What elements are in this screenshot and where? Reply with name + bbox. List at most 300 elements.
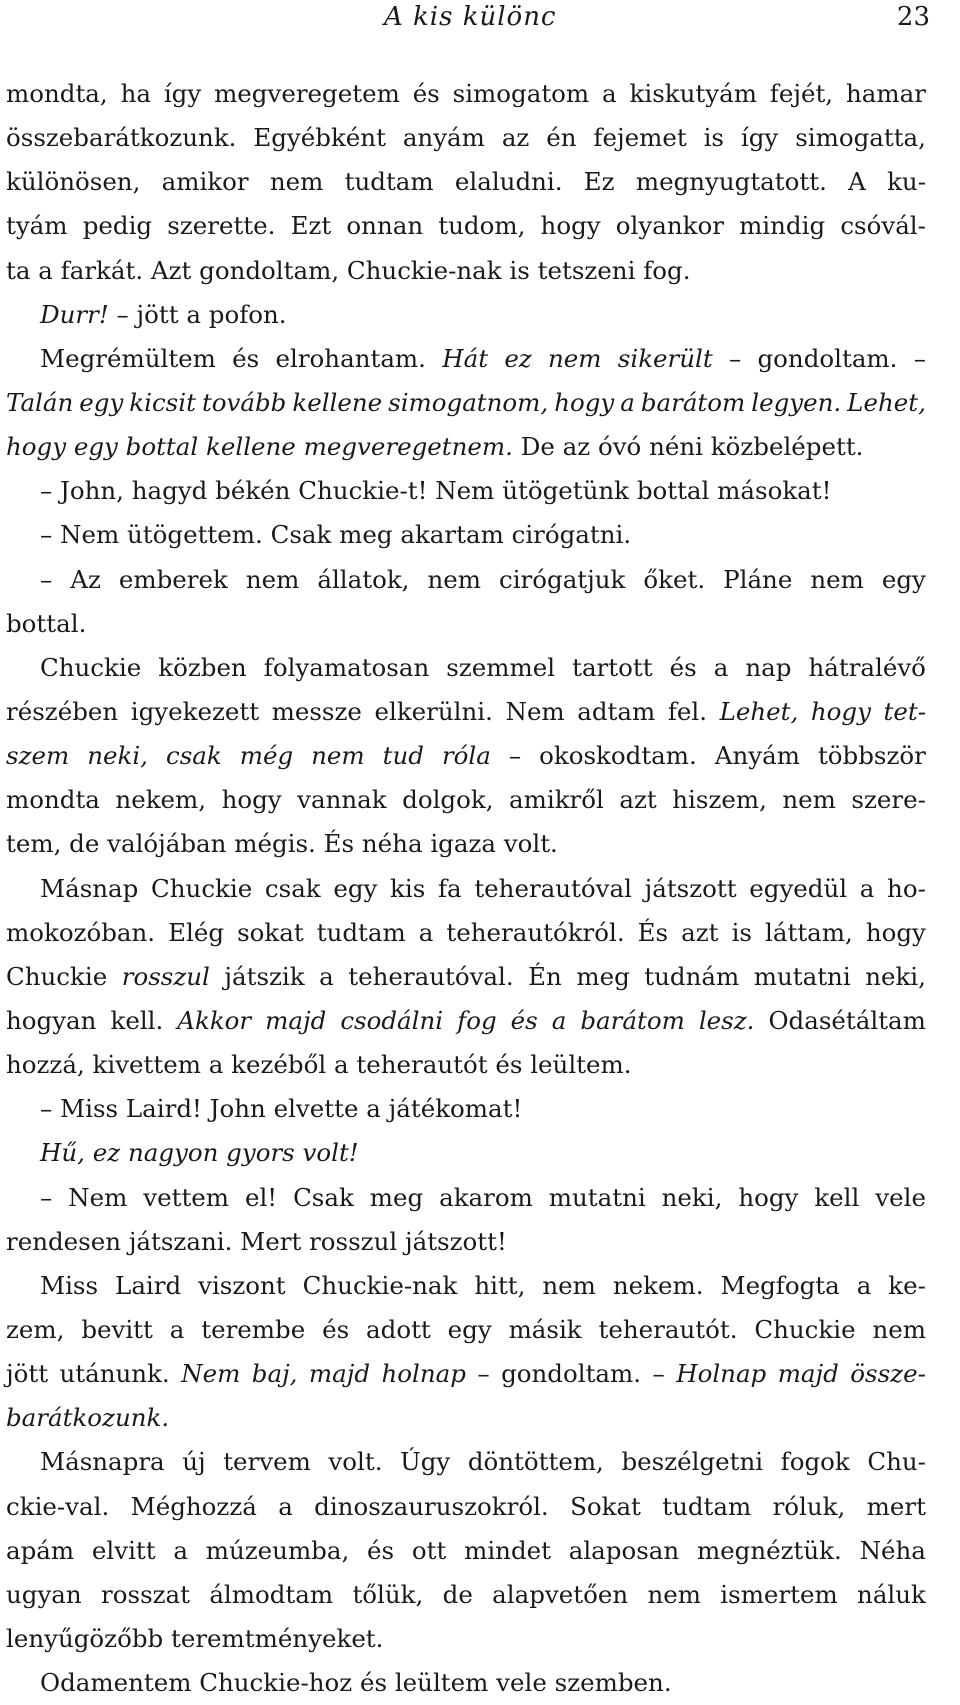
word: múzeumba,: [205, 1535, 350, 1565]
word: különösen,: [6, 167, 141, 197]
word: elrohantam.: [275, 343, 426, 373]
word: Nem: [68, 1182, 128, 1212]
word: –: [728, 343, 742, 373]
word: gondoltam,: [199, 255, 347, 285]
italic-word: barátkozunk.: [6, 1403, 177, 1433]
word: a: [173, 1535, 188, 1565]
italic-word: egy: [73, 432, 126, 462]
text-line: [6, 690, 926, 734]
italic-word: nem: [311, 741, 365, 771]
italic-word: hogy: [810, 696, 871, 726]
word: amikor: [161, 167, 249, 197]
word: nem: [647, 1579, 701, 1609]
word: új: [182, 1447, 206, 1477]
word: nem: [810, 564, 864, 594]
word: ütögetünk: [502, 476, 637, 506]
word: adtam: [577, 696, 656, 726]
page-number: 23: [896, 2, 930, 32]
word: rosszat: [101, 1579, 190, 1609]
word: nekem,: [115, 785, 207, 815]
italic-word: ez: [504, 343, 532, 373]
word: az: [501, 123, 530, 153]
word: jött: [136, 299, 187, 329]
italic-word: baj,: [251, 1359, 298, 1389]
word: hamar: [845, 79, 926, 108]
text-line: [6, 249, 926, 293]
word: ckie-val.: [6, 1491, 110, 1521]
word: utánunk.: [59, 1359, 170, 1389]
text-line: [6, 116, 926, 160]
word: ku-: [887, 167, 926, 197]
text-line: [6, 558, 926, 602]
word: –: [40, 564, 53, 594]
word: ke-: [888, 1270, 926, 1300]
word: terembe: [201, 1314, 306, 1344]
word: tyám: [6, 211, 68, 241]
word: Másnap: [40, 873, 139, 903]
italic-word: majd: [308, 1359, 371, 1389]
text-line: [6, 337, 926, 381]
word: fejét,: [769, 79, 834, 108]
word: kell: [814, 1182, 860, 1212]
word: Odamentem: [40, 1668, 200, 1698]
word: zem,: [6, 1314, 65, 1344]
word: –: [40, 1094, 61, 1124]
word: Chuckie-t!: [298, 476, 436, 506]
italic-word: lesz.: [698, 1005, 755, 1035]
word: rendesen: [6, 1226, 129, 1256]
word: döntöttem,: [467, 1447, 604, 1477]
text-line: [6, 1573, 926, 1617]
word: tervem: [223, 1447, 311, 1477]
word: Laird!: [125, 1094, 210, 1124]
word: játszani.: [128, 1226, 241, 1256]
word: farkát.: [60, 255, 151, 285]
italic-word: Lehet,: [847, 387, 926, 417]
word: a: [278, 1491, 293, 1521]
word: nem: [245, 564, 300, 594]
word: gondoltam.: [757, 343, 898, 373]
word: Néha: [859, 1535, 926, 1565]
text-line: [6, 1308, 926, 1352]
italic-word: megveregetnem.: [303, 432, 521, 462]
word: teherautót.: [598, 1314, 738, 1344]
italic-word: majd: [265, 1005, 327, 1035]
word: megveregetem: [214, 79, 400, 108]
word: játékomat!: [388, 1094, 531, 1124]
word: nekem.: [612, 1270, 704, 1300]
word: a: [366, 1094, 389, 1124]
word: Chuckie-nak: [346, 255, 510, 285]
word: Chuckie: [151, 873, 253, 903]
word: egy: [333, 873, 378, 903]
word: Miss: [40, 1270, 99, 1300]
word: valójában: [107, 829, 235, 859]
word: mutatni: [548, 1182, 646, 1212]
word: hogy: [540, 211, 601, 241]
word: onnan: [346, 211, 424, 241]
word: Laird: [115, 1270, 182, 1300]
word: hogy: [221, 785, 282, 815]
word: állatok,: [317, 564, 410, 594]
word: összebarátkozunk.: [6, 123, 237, 153]
word: De: [520, 432, 563, 462]
word: messze: [271, 696, 362, 726]
word: Méghozzá: [130, 1491, 257, 1521]
word: Csak: [270, 520, 340, 550]
word: játszott: [644, 873, 737, 903]
word: teherautóval: [474, 873, 632, 903]
text-line: [6, 1529, 926, 1573]
italic-word: és: [510, 1005, 538, 1035]
word: szemben.: [554, 1668, 680, 1698]
word: álmodtam: [209, 1579, 334, 1609]
word: azt: [619, 785, 657, 815]
word: is: [731, 917, 752, 947]
word: megnyugtatott.: [635, 167, 827, 197]
text-line: [6, 1131, 926, 1175]
word: egy: [447, 1314, 492, 1344]
text-line: [6, 1661, 926, 1705]
word: nem: [782, 785, 836, 815]
word: Odasétáltam: [768, 1005, 926, 1035]
word: én: [546, 123, 577, 153]
italic-word: holnap: [381, 1359, 466, 1389]
text-line: [6, 911, 926, 955]
word: leültem.: [530, 1050, 640, 1080]
word: nem: [542, 1270, 596, 1300]
word: nap: [745, 652, 792, 682]
word: és: [669, 652, 697, 682]
word: fa: [437, 873, 462, 903]
word: mindet: [464, 1535, 551, 1565]
word: teremtményeket.: [170, 1623, 392, 1653]
word: néni: [649, 432, 711, 462]
word: cirógatni.: [511, 520, 639, 550]
italic-word: a: [620, 387, 635, 417]
word: Chu-: [867, 1447, 926, 1477]
word: a: [856, 1270, 872, 1300]
word: alaposan: [568, 1535, 680, 1565]
word: mokozóban.: [6, 917, 156, 947]
italic-word: Akkor: [177, 1005, 252, 1035]
word: ütögettem.: [127, 520, 271, 550]
word: csak: [264, 873, 321, 903]
word: –: [40, 476, 61, 506]
word: el!: [244, 1182, 278, 1212]
word: a: [186, 299, 209, 329]
word: tem,: [6, 829, 70, 859]
word: teherautót: [356, 1050, 496, 1080]
word: mindig: [739, 211, 826, 241]
word: John,: [60, 476, 132, 506]
word: többször: [817, 741, 926, 771]
word: óvó: [597, 432, 650, 462]
word: vele: [875, 1182, 926, 1212]
word: Chuckie-nak: [302, 1270, 458, 1300]
word: Chuckie: [6, 961, 108, 991]
word: –: [40, 520, 61, 550]
word: pofon.: [208, 299, 295, 329]
word: egy: [881, 564, 926, 594]
word: tőlük,: [352, 1579, 424, 1609]
word: ismertem: [720, 1579, 838, 1609]
text-line: [6, 955, 926, 999]
word: mondta,: [6, 79, 108, 108]
word: Én: [528, 961, 562, 991]
word: lenyűgözőbb: [6, 1623, 171, 1653]
italic-word: róla: [441, 741, 491, 771]
italic-word: még: [239, 741, 294, 771]
italic-word: kellene: [292, 387, 383, 417]
word: is: [703, 123, 724, 153]
word: Ezt: [290, 211, 332, 241]
word: John: [209, 1094, 274, 1124]
italic-word: simogatnom,: [388, 387, 549, 417]
word: fog.: [643, 255, 699, 285]
word: Úgy: [400, 1447, 451, 1477]
word: részében: [6, 696, 119, 726]
italic-word: Hát: [442, 343, 489, 373]
word: az: [562, 432, 598, 462]
word: tudnám: [644, 961, 740, 991]
word: is: [509, 255, 538, 285]
word: kell.: [110, 1005, 164, 1035]
word: akartam: [400, 520, 512, 550]
word: alapvetően: [492, 1579, 629, 1609]
word: hitt,: [474, 1270, 526, 1300]
word: akarom: [439, 1182, 533, 1212]
word: hátralévő: [808, 652, 926, 682]
word: folyamatosan: [263, 652, 430, 682]
word: elvitt: [91, 1535, 156, 1565]
text-line: [6, 1176, 926, 1220]
word: a: [319, 961, 334, 991]
word: tudtam: [344, 167, 434, 197]
word: És: [637, 917, 669, 947]
word: néha: [361, 829, 431, 859]
word: békén: [215, 476, 299, 506]
italic-word: barátom: [640, 387, 746, 417]
word: teherautóval.: [348, 961, 514, 991]
word: kivettem: [92, 1050, 209, 1080]
italic-word: Durr!: [40, 299, 117, 329]
word: ho-: [887, 873, 926, 903]
word: azt: [681, 917, 719, 947]
text-line: [6, 204, 926, 248]
word: bottal.: [6, 608, 95, 638]
word: Csak: [293, 1182, 354, 1212]
text-line: [6, 999, 926, 1043]
italic-word: barátom: [580, 1005, 685, 1035]
word: hogyan: [6, 1005, 97, 1035]
word: Megfogta: [720, 1270, 840, 1300]
text-line: [6, 778, 926, 822]
word: hiszem,: [672, 785, 767, 815]
text-line: [6, 160, 926, 204]
word: de: [69, 829, 108, 859]
word: Chuckie: [40, 652, 142, 682]
word: Chuckie: [754, 1314, 856, 1344]
word: a: [602, 79, 617, 108]
italic-word: egy: [79, 387, 124, 417]
word: viszont: [198, 1270, 286, 1300]
word: elaludni.: [454, 167, 563, 197]
word: meg: [369, 1182, 424, 1212]
word: egyedül: [749, 873, 848, 903]
word: szerette.: [167, 211, 276, 241]
word: Másnapra: [40, 1447, 165, 1477]
word: megnéztük.: [696, 1535, 842, 1565]
word: tetszeni: [537, 255, 644, 285]
word: Pláne: [723, 564, 793, 594]
word: És: [323, 829, 362, 859]
word: –: [40, 1182, 53, 1212]
italic-word: legyen.: [751, 387, 842, 417]
word: játszott!: [405, 1226, 515, 1256]
word: olyankor: [615, 211, 724, 241]
word: vannak: [297, 785, 387, 815]
word: Nem: [435, 476, 503, 506]
word: teherautókról.: [446, 917, 625, 947]
word: simogatta,: [795, 123, 926, 153]
italic-word: Talán: [6, 387, 74, 417]
text-line: [6, 1087, 926, 1131]
word: csóvál-: [840, 211, 926, 241]
word: a: [859, 873, 875, 903]
word: és: [367, 1535, 395, 1565]
italic-word: Nem: [181, 1359, 241, 1389]
word: fogok: [780, 1447, 850, 1477]
word: tudtam: [662, 1491, 752, 1521]
word: közbelépett.: [710, 432, 872, 462]
word: ott: [411, 1535, 447, 1565]
word: neki,: [661, 1182, 723, 1212]
word: adott: [366, 1314, 431, 1344]
word: a: [169, 1314, 185, 1344]
word: szere-: [851, 785, 926, 815]
word: okoskodtam.: [539, 741, 697, 771]
italic-word: neki,: [87, 741, 148, 771]
word: és: [232, 343, 260, 373]
word: hogy: [865, 917, 926, 947]
page-header: [0, 0, 960, 50]
word: a: [333, 1050, 357, 1080]
word: és: [359, 1668, 395, 1698]
word: náluk: [857, 1579, 926, 1609]
word: meg: [576, 961, 630, 991]
italic-word: nagyon: [127, 1138, 227, 1168]
word: szemmel: [446, 652, 556, 682]
word: mégis.: [234, 829, 324, 859]
italic-word: ez: [92, 1138, 128, 1168]
word: emberek: [118, 564, 228, 594]
italic-word: össze-: [850, 1359, 926, 1389]
word: simogatom: [452, 79, 590, 108]
word: Elég: [168, 917, 225, 947]
word: mert: [866, 1491, 926, 1521]
word: amikről: [509, 785, 604, 815]
italic-word: tovább: [201, 387, 287, 417]
word: kezéből: [231, 1050, 334, 1080]
word: –: [116, 299, 137, 329]
italic-word: tud: [382, 741, 424, 771]
word: –: [477, 1359, 490, 1389]
word: de: [442, 1579, 473, 1609]
text-line: [6, 1485, 926, 1529]
word: róluk,: [772, 1491, 846, 1521]
word: Chuckie-hoz: [199, 1668, 360, 1698]
text-line: [6, 1440, 926, 1484]
italic-word: Hű,: [40, 1138, 93, 1168]
text-line: [6, 469, 926, 513]
word: mutatni: [753, 961, 851, 991]
word: másik: [508, 1314, 582, 1344]
word: leültem: [394, 1668, 497, 1698]
word: dolgok,: [402, 785, 494, 815]
text-line: [6, 72, 926, 116]
word: és: [495, 1050, 531, 1080]
word: –: [652, 1359, 665, 1389]
word: a: [208, 1050, 232, 1080]
text-line: [6, 867, 926, 911]
body-text: [6, 72, 926, 1705]
word: őket.: [643, 564, 706, 594]
word: hagyd: [131, 476, 216, 506]
text-line: [6, 1220, 926, 1264]
word: A: [848, 167, 866, 197]
italic-word: fog: [457, 1005, 497, 1035]
word: beszélgetni: [621, 1447, 764, 1477]
word: fel.: [667, 696, 708, 726]
word: igaza: [430, 829, 504, 859]
running-title: A kis különc: [384, 2, 557, 32]
word: a: [38, 255, 61, 285]
italic-word: tet-: [883, 696, 926, 726]
italic-word: Holnap: [676, 1359, 767, 1389]
word: volt.: [503, 829, 566, 859]
word: Miss: [60, 1094, 126, 1124]
italic-word: majd: [777, 1359, 839, 1389]
word: vele: [496, 1668, 555, 1698]
text-line: [6, 381, 926, 425]
word: közben: [158, 652, 247, 682]
italic-word: volt!: [302, 1138, 367, 1168]
word: nem: [269, 167, 324, 197]
word: hogy: [738, 1182, 799, 1212]
word: így: [163, 79, 202, 108]
word: bottal: [636, 476, 718, 506]
word: hozzá,: [6, 1050, 93, 1080]
italic-word: hogy: [6, 432, 74, 462]
word: Egyébként: [253, 123, 386, 153]
word: Nem: [505, 696, 565, 726]
text-line: [6, 1043, 926, 1087]
word: nem: [872, 1314, 926, 1344]
word: tudom,: [438, 211, 526, 241]
word: mondta: [6, 785, 100, 815]
italic-word: kicsit: [129, 387, 196, 417]
text-line: [6, 513, 926, 557]
word: és: [322, 1314, 350, 1344]
word: Megrémültem: [40, 343, 216, 373]
italic-word: szem: [6, 741, 70, 771]
italic-word: kellene: [206, 432, 304, 462]
text-line: [6, 425, 926, 469]
text-line: [6, 1352, 926, 1396]
word: Nem: [60, 520, 128, 550]
word: Anyám: [714, 741, 800, 771]
